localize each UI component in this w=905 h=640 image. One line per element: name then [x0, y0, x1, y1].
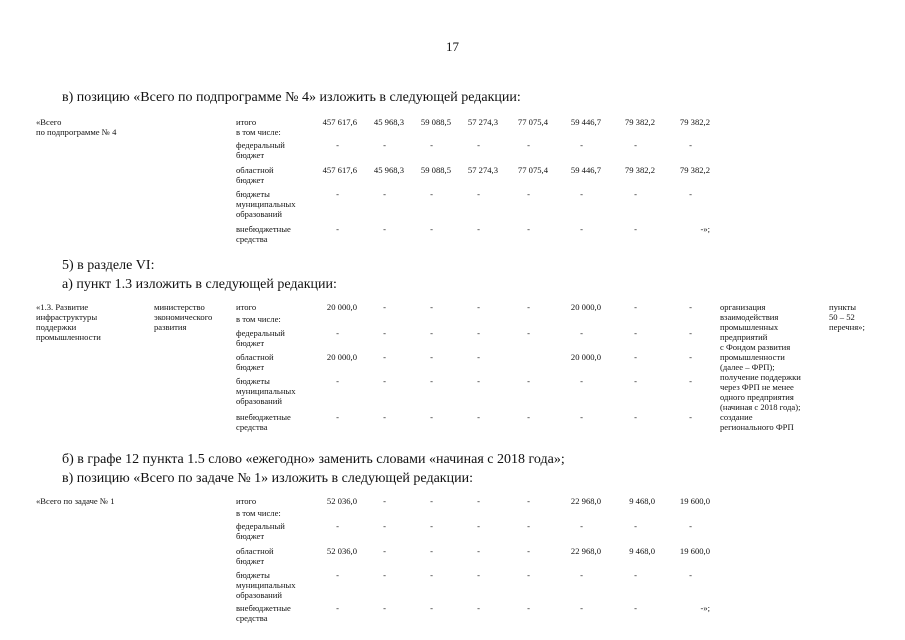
table1-cell: - [383, 189, 386, 199]
table3-cell: 19 600,0 [679, 546, 710, 556]
table1-cell: - [336, 140, 339, 150]
table2-cell: - [689, 328, 692, 338]
table3-cell: - [477, 570, 480, 580]
instruction-line: б) в графе 12 пункта 1.5 слово «ежегодно» заменить словами «начиная с 2018 года»; [62, 452, 565, 467]
table2-cell: - [634, 412, 637, 422]
table2-cell: - [477, 376, 480, 386]
table1-cell: - [477, 189, 480, 199]
table2-indicators: пункты 50 – 52 перечня»; [829, 302, 865, 332]
table1-cell: 457 617,6 [322, 165, 357, 175]
table2-cell: - [527, 302, 530, 312]
table2-cell: - [477, 302, 480, 312]
table3-cell: - [527, 521, 530, 531]
table2-cell: - [336, 376, 339, 386]
table1-cell: - [336, 224, 339, 234]
table3-cell: - [383, 496, 386, 506]
table1-cell: - [430, 224, 433, 234]
table2-cell: - [689, 302, 692, 312]
table2-cell: - [430, 376, 433, 386]
table2-cell: - [336, 412, 339, 422]
table1-cell: - [430, 140, 433, 150]
table3-cell: 52 036,0 [326, 496, 357, 506]
table1-cell: 79 382,2 [624, 117, 655, 127]
table3-row-label: внебюджетные средства [236, 603, 291, 623]
table2-cell: - [689, 376, 692, 386]
table1-cell: - [477, 140, 480, 150]
table3-cell: 9 468,0 [629, 546, 655, 556]
table1-cell: - [634, 224, 637, 234]
table3-cell: 22 968,0 [570, 546, 601, 556]
table3-cell: - [689, 570, 692, 580]
table3-cell: - [383, 570, 386, 580]
instruction-line: 5) в разделе VI: [62, 258, 155, 273]
table1-cell: - [580, 140, 583, 150]
table3-cell: - [383, 603, 386, 613]
table1-row-label: внебюджетные средства [236, 224, 291, 244]
table3-name: «Всего по задаче № 1 [36, 496, 115, 506]
table1-cell: -»; [700, 224, 710, 234]
table2-row-label: федеральный бюджет [236, 328, 285, 348]
table2-cell: 20 000,0 [570, 302, 601, 312]
table2-row-label: областной бюджет [236, 352, 274, 372]
page-number: 17 [446, 39, 459, 54]
table1-cell: - [527, 189, 530, 199]
table1-row-label: в том числе: [236, 127, 281, 137]
table3-cell: - [430, 546, 433, 556]
table1-cell: 57 274,3 [467, 165, 498, 175]
table2-cell: - [430, 352, 433, 362]
table1-cell: - [383, 224, 386, 234]
table1-cell: 77 075,4 [517, 117, 548, 127]
table3-row-label: итого [236, 496, 257, 506]
table2-row-label: бюджеты муниципальных образований [236, 376, 296, 406]
table3-cell: - [634, 570, 637, 580]
table3-cell: - [383, 546, 386, 556]
table1-cell: 57 274,3 [467, 117, 498, 127]
table3-cell: -»; [700, 603, 710, 613]
table3-cell: - [336, 521, 339, 531]
table3-cell: 19 600,0 [679, 496, 710, 506]
table1-cell: 79 382,2 [679, 165, 710, 175]
table1-cell: 59 088,5 [420, 117, 451, 127]
table3-cell: - [689, 521, 692, 531]
table1-cell: 59 088,5 [420, 165, 451, 175]
table2-cell: - [430, 412, 433, 422]
table3-cell: - [634, 521, 637, 531]
table1-cell: - [477, 224, 480, 234]
table1-cell: 59 446,7 [570, 165, 601, 175]
table2-cell: - [430, 328, 433, 338]
table3-cell: - [477, 496, 480, 506]
table2-cell: - [430, 302, 433, 312]
table2-cell: - [477, 328, 480, 338]
instruction-line: в) позицию «Всего по задаче № 1» изложить в следующей редакции: [62, 471, 473, 486]
table3-cell: - [430, 603, 433, 613]
table3-row-label: областной бюджет [236, 546, 274, 566]
table1-cell: - [689, 140, 692, 150]
table3-cell: 9 468,0 [629, 496, 655, 506]
table3-cell: - [477, 521, 480, 531]
table1-cell: 79 382,2 [679, 117, 710, 127]
table1-cell: 457 617,6 [322, 117, 357, 127]
table3-cell: - [430, 570, 433, 580]
table2-cell: - [383, 302, 386, 312]
table2-cell: - [580, 328, 583, 338]
table3-cell: - [580, 521, 583, 531]
table1-row-label: итого [236, 117, 257, 127]
table2-cell: - [383, 328, 386, 338]
table1-cell: - [383, 140, 386, 150]
table2-executor: министерство экономического развития [154, 302, 213, 332]
table1-cell: - [527, 224, 530, 234]
table1-cell: 59 446,7 [570, 117, 601, 127]
table3-cell: - [527, 570, 530, 580]
table1-cell: 45 968,3 [373, 165, 404, 175]
table1-cell: 77 075,4 [517, 165, 548, 175]
table3-cell: - [634, 603, 637, 613]
table2-cell: - [383, 412, 386, 422]
table3-cell: - [477, 546, 480, 556]
table3-cell: - [580, 603, 583, 613]
table1-cell: - [336, 189, 339, 199]
table1-cell: 79 382,2 [624, 165, 655, 175]
table3-row-label: бюджеты муниципальных образований [236, 570, 296, 600]
instruction-line: в) позицию «Всего по подпрограмме № 4» изложить в следующей редакции: [62, 90, 521, 105]
table2-row-label: внебюджетные средства [236, 412, 291, 432]
table2-cell: 20 000,0 [326, 352, 357, 362]
table3-cell: - [580, 570, 583, 580]
table1-cell: - [430, 189, 433, 199]
table1-cell: - [634, 189, 637, 199]
table2-cell: - [634, 376, 637, 386]
table2-row-label: в том числе: [236, 314, 281, 324]
table2-cell: - [477, 352, 480, 362]
table2-cell: - [383, 376, 386, 386]
table3-cell: - [336, 603, 339, 613]
table1-row-label: федеральный бюджет [236, 140, 285, 160]
table3-cell: 52 036,0 [326, 546, 357, 556]
table3-cell: - [336, 570, 339, 580]
table2-cell: - [336, 328, 339, 338]
table2-cell: - [527, 328, 530, 338]
table1-cell: - [634, 140, 637, 150]
table2-cell: 20 000,0 [570, 352, 601, 362]
table2-row-label: итого [236, 302, 257, 312]
table3-row-label: федеральный бюджет [236, 521, 285, 541]
table1-cell: 45 968,3 [373, 117, 404, 127]
table2-cell: - [527, 376, 530, 386]
table3-row-label: в том числе: [236, 508, 281, 518]
table3-cell: 22 968,0 [570, 496, 601, 506]
table2-cell: 20 000,0 [326, 302, 357, 312]
table3-cell: - [383, 521, 386, 531]
table1-cell: - [580, 224, 583, 234]
table1-row-label: бюджеты муниципальных образований [236, 189, 296, 219]
table3-cell: - [527, 546, 530, 556]
table1-cell: - [527, 140, 530, 150]
table2-cell: - [383, 352, 386, 362]
table2-cell: - [634, 352, 637, 362]
table3-cell: - [477, 603, 480, 613]
table1-cell: - [689, 189, 692, 199]
table2-result: организация взаимодействия промышленных предприятий с Фондом развития промышленности (далее – ФРП); получение поддержки через ФРП не менее одного предприятия (начиная с 2018 года); создание регионального ФРП [720, 302, 801, 432]
table2-cell: - [580, 412, 583, 422]
table2-cell: - [634, 302, 637, 312]
table3-cell: - [430, 496, 433, 506]
table2-name: «1.3. Развитие инфраструктуры поддержки промышленности [36, 302, 101, 342]
table3-cell: - [430, 521, 433, 531]
table3-cell: - [527, 496, 530, 506]
table2-cell: - [689, 412, 692, 422]
table1-name: «Всего по подпрограмме № 4 [36, 117, 117, 137]
table2-cell: - [580, 376, 583, 386]
table3-cell: - [527, 603, 530, 613]
table1-row-label: областной бюджет [236, 165, 274, 185]
table2-cell: - [477, 412, 480, 422]
table1-cell: - [580, 189, 583, 199]
table2-cell: - [634, 328, 637, 338]
table2-cell: - [527, 412, 530, 422]
table2-cell: - [689, 352, 692, 362]
instruction-line: а) пункт 1.3 изложить в следующей редакции: [62, 277, 337, 292]
